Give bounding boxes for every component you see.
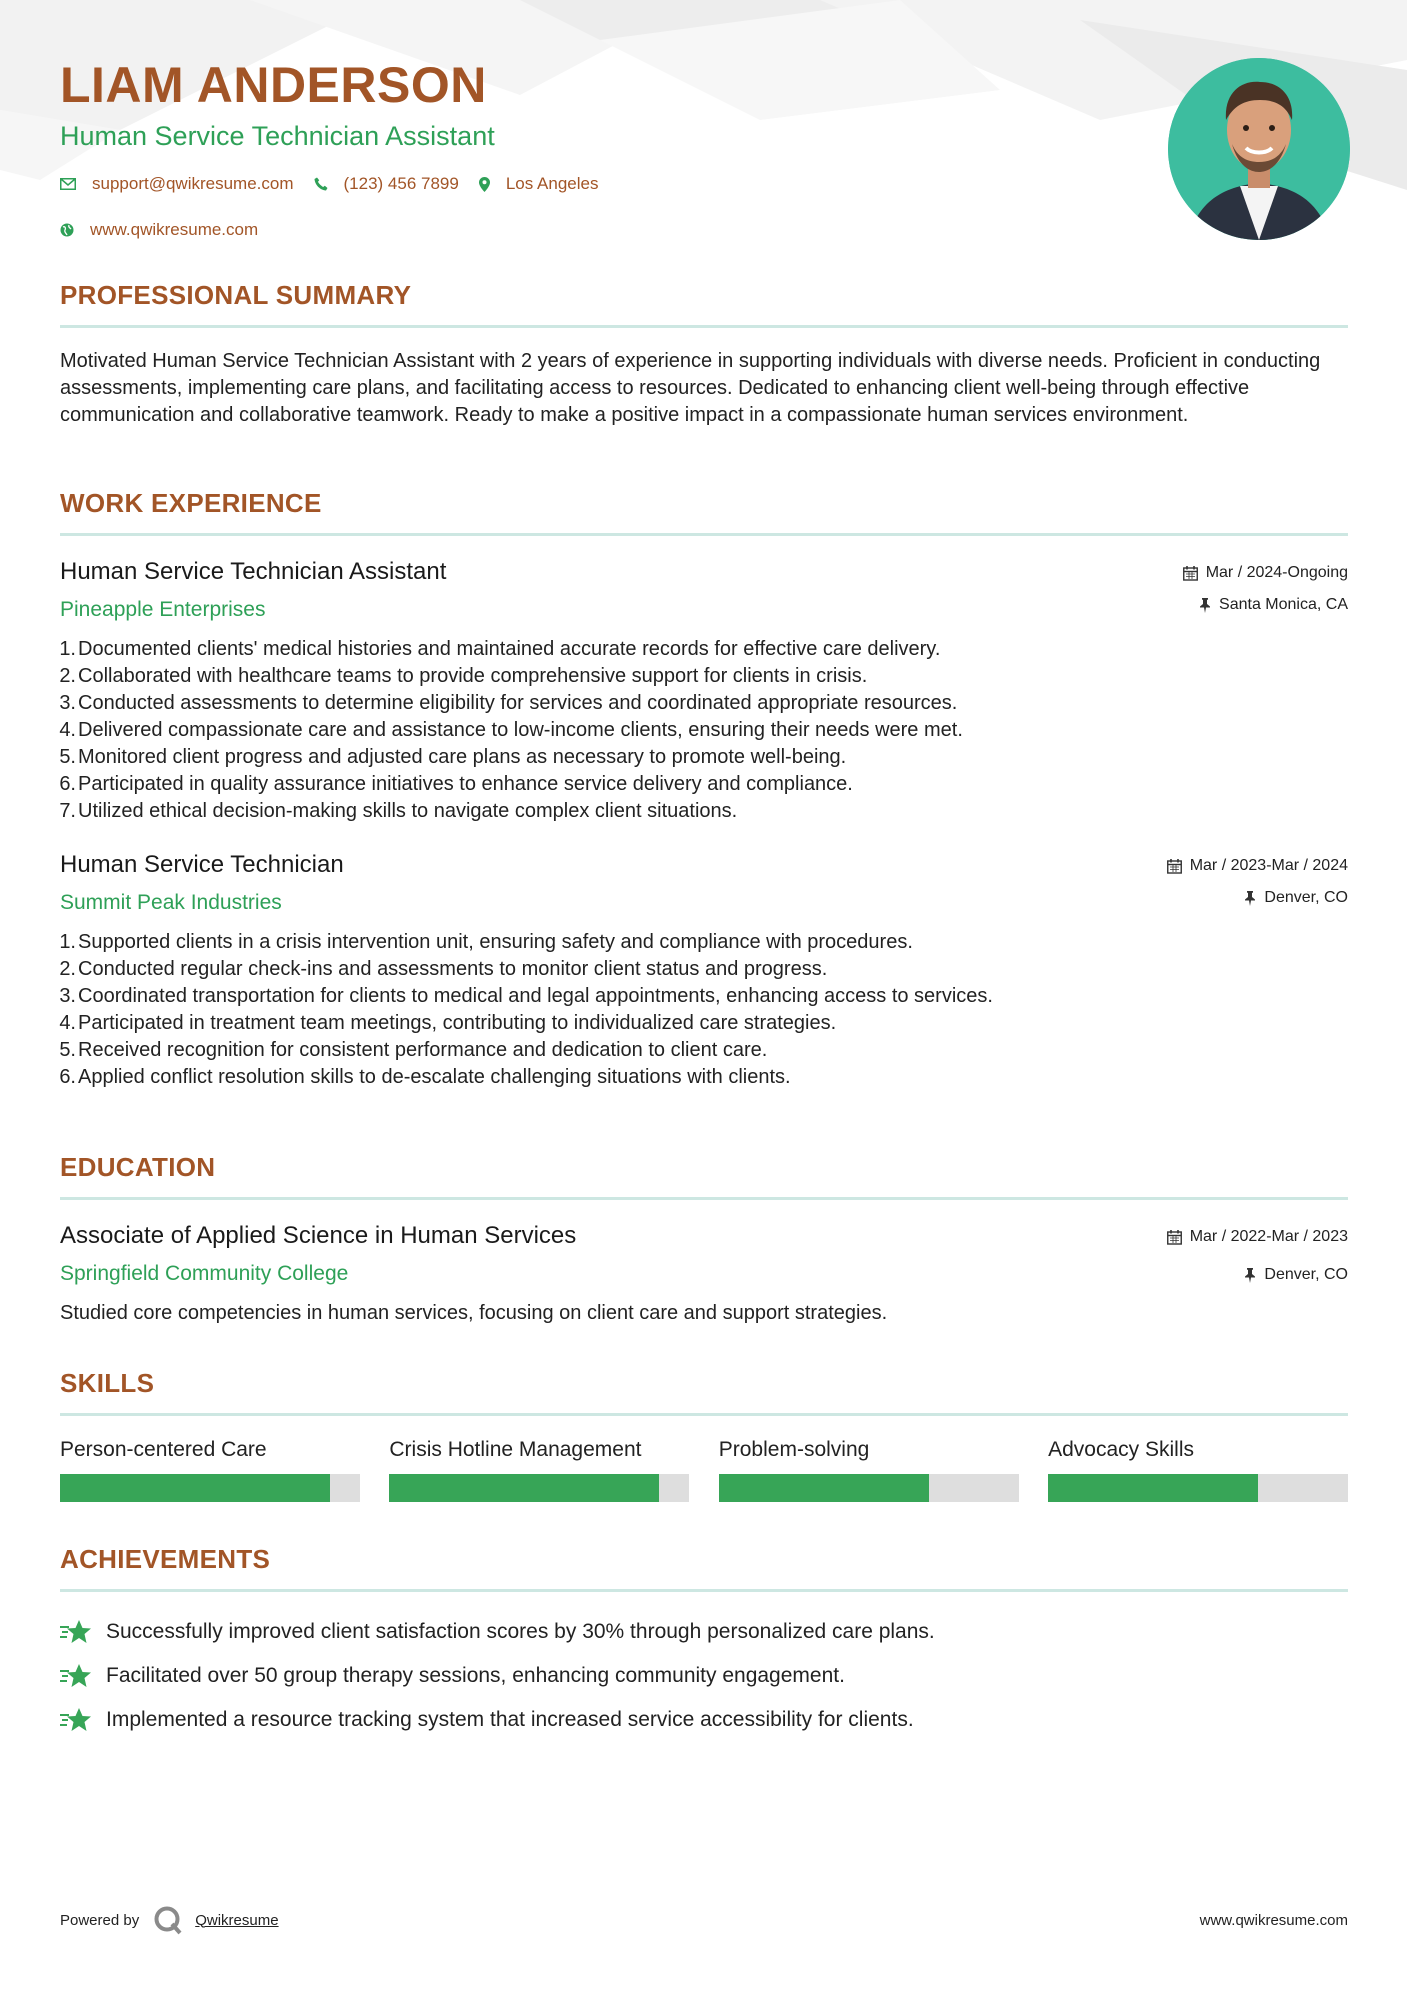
achievement-text: Facilitated over 50 group therapy sessions, enhancing community engagement.	[106, 1664, 845, 1687]
job-location	[1183, 594, 1348, 616]
skill-item	[389, 1438, 689, 1502]
section-divider	[60, 325, 1348, 328]
job-location-text: Denver, CO	[1264, 889, 1348, 906]
powered-by-label: Powered by	[60, 1911, 140, 1929]
list-item: 5. Monitored client progress and adjusted care plans as necessary to promote well-being.	[59, 746, 847, 768]
achievements-heading: ACHIEVEMENTS	[60, 1544, 271, 1574]
list-item: 5. Received recognition for consistent performance and dedication to client care.	[59, 1039, 768, 1061]
skill-level-fill	[389, 1474, 659, 1502]
location-text: Los Angeles	[505, 174, 599, 193]
achievement-text: Implemented a resource tracking system that increased service accessibility for clients.	[106, 1708, 914, 1731]
list-item: 7. Utilized ethical decision-making skills to navigate complex client situations.	[59, 800, 738, 822]
list-item: 2. Conducted regular check-ins and assessments to monitor client status and progress.	[59, 958, 828, 980]
job-meta	[1183, 562, 1348, 616]
list-item	[60, 1654, 1348, 1698]
job-duties	[60, 636, 1348, 825]
job-dates-text: Mar / 2023-Mar / 2024	[1189, 857, 1348, 874]
portrait-illustration	[1168, 58, 1350, 240]
email-text: support@qwikresume.com	[92, 174, 294, 193]
achievement-text: Successfully improved client satisfaction scores by 30% through personalized care plans.	[106, 1620, 935, 1643]
section-divider	[60, 1413, 1348, 1416]
skill-level-bar	[1048, 1474, 1348, 1502]
list-item	[60, 1698, 1348, 1742]
job-dates-text: Mar / 2024-Ongoing	[1205, 564, 1348, 581]
candidate-name: LIAM ANDERSON	[60, 57, 487, 113]
skills-list	[60, 1438, 1348, 1502]
job-dates	[1167, 855, 1348, 877]
calendar-icon	[1167, 859, 1182, 874]
education-description: Studied core competencies in human services, focusing on client care and support strategies.	[60, 1302, 888, 1324]
website-text: www.qwikresume.com	[90, 220, 259, 239]
job-entry-2	[60, 851, 1348, 1091]
job-dates	[1183, 562, 1348, 584]
education-location	[1167, 1264, 1348, 1286]
job-company: Pineapple Enterprises	[60, 598, 266, 621]
phone-text: (123) 456 7899	[343, 174, 459, 193]
calendar-icon	[1183, 566, 1198, 581]
degree-title: Associate of Applied Science in Human Services	[60, 1222, 577, 1249]
pushpin-icon	[1199, 598, 1211, 613]
section-divider	[60, 1589, 1348, 1592]
achievements-section	[60, 1544, 1348, 1742]
skill-item	[60, 1438, 360, 1502]
skill-name: Advocacy Skills	[1048, 1438, 1195, 1461]
skill-level-bar	[389, 1474, 689, 1502]
skill-level-fill	[1048, 1474, 1258, 1502]
star-icon	[60, 1663, 92, 1689]
skill-level-fill	[719, 1474, 929, 1502]
contact-row-2	[60, 220, 1120, 240]
footer-website[interactable]: www.qwikresume.com	[1199, 1911, 1348, 1929]
list-item: 2. Collaborated with healthcare teams to provide comprehensive support for clients in crisis.	[59, 665, 868, 687]
list-item: 4. Participated in treatment team meetings, contributing to individualized care strategies.	[59, 1012, 837, 1034]
summary-heading: PROFESSIONAL SUMMARY	[60, 280, 412, 310]
header	[60, 58, 1120, 240]
qwikresume-logo-icon	[153, 1905, 183, 1935]
list-item: 1. Documented clients' medical histories and maintained accurate records for effective care delivery.	[59, 638, 941, 660]
list-item: 6. Participated in quality assurance initiatives to enhance service delivery and compliance.	[59, 773, 853, 795]
skills-heading: SKILLS	[60, 1368, 155, 1398]
list-item: 4. Delivered compassionate care and assistance to low-income clients, ensuring their needs were met.	[59, 719, 963, 741]
contact-row-1	[60, 174, 1120, 194]
summary-section	[60, 280, 1348, 429]
skill-item	[1048, 1438, 1348, 1502]
skill-item	[719, 1438, 1019, 1502]
brand-link[interactable]: Qwikresume	[195, 1911, 279, 1929]
star-icon	[60, 1707, 92, 1733]
contact-website[interactable]	[60, 220, 258, 240]
profile-photo	[1168, 58, 1350, 240]
skill-level-fill	[60, 1474, 330, 1502]
school-name: Springfield Community College	[60, 1262, 349, 1285]
skill-name: Person-centered Care	[60, 1438, 267, 1461]
education-meta	[1167, 1226, 1348, 1286]
globe-icon	[60, 223, 74, 237]
pushpin-icon	[1244, 891, 1256, 906]
education-location-text: Denver, CO	[1264, 1266, 1348, 1283]
list-item: 3. Coordinated transportation for clients to medical and legal appointments, enhancing access to services.	[59, 985, 993, 1007]
experience-heading: WORK EXPERIENCE	[60, 488, 322, 518]
experience-section	[60, 488, 1348, 1091]
contact-phone[interactable]	[314, 174, 459, 194]
achievements-list	[60, 1610, 1348, 1742]
list-item: 6. Applied conflict resolution skills to de-escalate challenging situations with clients.	[59, 1066, 791, 1088]
section-divider	[60, 533, 1348, 536]
skill-name: Problem-solving	[718, 1438, 870, 1461]
candidate-role: Human Service Technician Assistant	[60, 121, 495, 151]
star-icon	[60, 1619, 92, 1645]
education-dates	[1167, 1226, 1348, 1248]
envelope-icon	[60, 178, 76, 190]
job-duties	[60, 929, 1348, 1091]
job-entry-1	[60, 558, 1348, 825]
skills-section	[60, 1368, 1348, 1502]
list-item: 1. Supported clients in a crisis intervention unit, ensuring safety and compliance with procedures.	[59, 931, 913, 953]
phone-icon	[314, 177, 328, 191]
contact-email[interactable]	[60, 174, 294, 194]
skill-level-bar	[60, 1474, 360, 1502]
job-location-text: Santa Monica, CA	[1219, 596, 1348, 613]
education-heading: EDUCATION	[60, 1152, 216, 1182]
section-divider	[60, 1197, 1348, 1200]
job-title: Human Service Technician	[60, 851, 344, 878]
location-pin-icon	[479, 177, 490, 192]
education-dates-text: Mar / 2022-Mar / 2023	[1189, 1228, 1348, 1245]
list-item: 3. Conducted assessments to determine eligibility for services and coordinated appropriate resources.	[59, 692, 958, 714]
calendar-icon	[1167, 1230, 1182, 1245]
job-location	[1167, 887, 1348, 909]
list-item	[60, 1610, 1348, 1654]
skill-level-bar	[719, 1474, 1019, 1502]
summary-text: Motivated Human Service Technician Assistant with 2 years of experience in supporting individuals with diverse needs. Proficient in conducting assessments, implementing care plans, and facilitating access to resources. Dedicated to enhancing client well-being through effective communication and collaborative teamwork. Ready to make a positive impact in a compassionate human services environment.	[60, 350, 1321, 426]
education-section	[60, 1152, 1348, 1325]
job-title: Human Service Technician Assistant	[60, 558, 447, 585]
footer	[60, 1900, 1348, 1940]
pushpin-icon	[1244, 1268, 1256, 1283]
job-meta	[1167, 855, 1348, 909]
skill-name: Crisis Hotline Management	[389, 1438, 642, 1461]
job-company: Summit Peak Industries	[60, 891, 282, 914]
education-entry	[60, 1222, 1348, 1325]
contact-location	[479, 174, 599, 194]
